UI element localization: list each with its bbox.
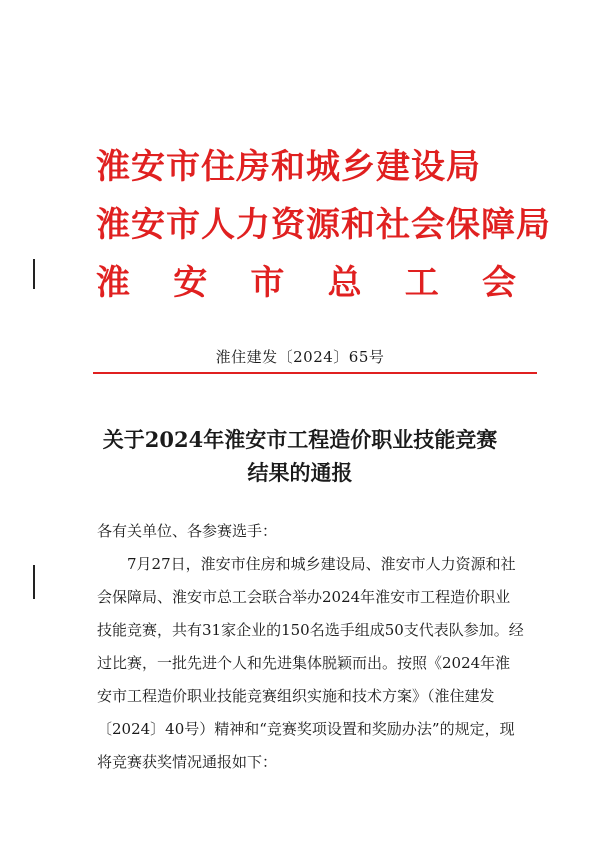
binding-mark-bottom	[33, 565, 35, 599]
body-paragraph: 7月27日，淮安市住房和城乡建设局、淮安市人力资源和社会保障局、淮安市总工会联合举办2024年淮安市工程造价职业技能竞赛，共有31家企业的150名选手组成50支代表队参加。经过比赛，一批先进个人和先进集体脱颖而出。按照《2024年淮安市工程造价职业技能竞赛组织实施和技术方案》（淮住建发〔2024〕40号）精神和“竞赛奖项设置和奖励办法”的规定，现将竞赛获奖情况通报如下：	[97, 555, 524, 771]
salutation: 各有关单位、各参赛选手：	[97, 522, 278, 540]
document-body	[97, 515, 525, 779]
title-line-2: 结果的通报	[247, 460, 353, 485]
red-separator-rule	[93, 372, 537, 374]
issuer-char: 安	[173, 263, 208, 303]
issuer-char: 市	[250, 263, 285, 303]
issuer-char: 会	[481, 263, 516, 303]
issuing-authorities-header	[96, 138, 551, 312]
issuer-federation-of-trade-unions	[96, 254, 516, 312]
document-title	[60, 423, 540, 489]
issuer-housing-bureau: 淮安市住房和城乡建设局	[96, 147, 481, 187]
issuer-hr-social-security-bureau: 淮安市人力资源和社会保障局	[96, 205, 551, 245]
binding-mark-top	[33, 259, 35, 289]
issuer-char: 工	[404, 263, 439, 303]
issuer-char: 淮	[96, 263, 130, 303]
title-line-1: 关于2024年淮安市工程造价职业技能竞赛	[102, 427, 498, 452]
document-number: 淮住建发〔2024〕65号	[215, 348, 385, 366]
issuer-char: 总	[327, 263, 362, 303]
